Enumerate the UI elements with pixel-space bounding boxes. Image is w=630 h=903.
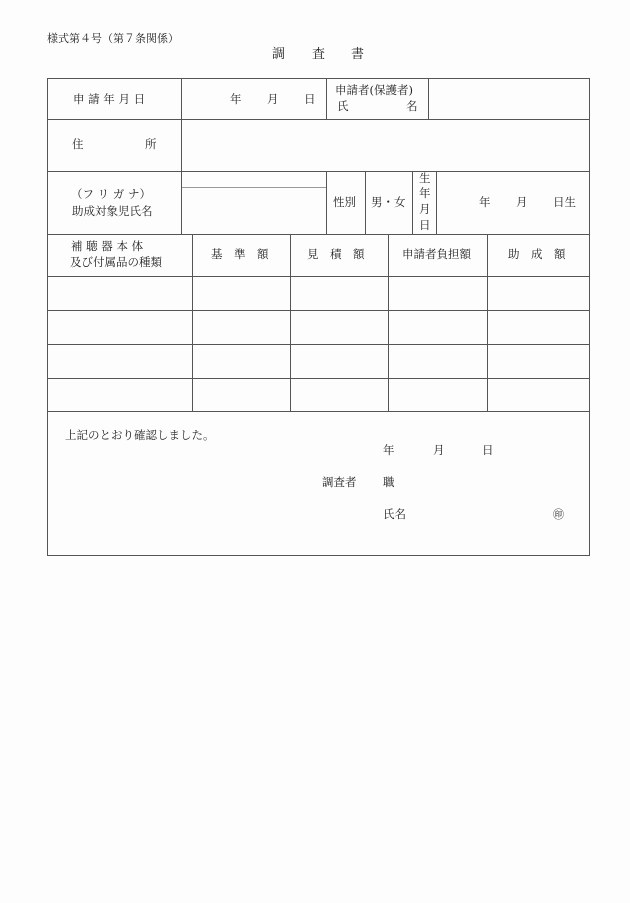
- item-row-2-subsidy[interactable]: [488, 311, 589, 344]
- investigator-name-label: 氏名: [383, 507, 406, 521]
- confirmation-month: 月: [433, 443, 445, 457]
- applicant-name-field[interactable]: [429, 79, 589, 119]
- birth-day: 日生: [553, 195, 576, 209]
- application-date-label: 申 請 年 月 日: [73, 92, 146, 106]
- sex-label: 性別: [333, 195, 356, 209]
- item-row-1-subsidy[interactable]: [488, 277, 589, 310]
- birth-month: 月: [516, 195, 528, 209]
- application-date-day: 日: [304, 92, 316, 106]
- seal-icon: ㊞: [553, 508, 564, 521]
- investigator-label: 調査者: [322, 475, 357, 489]
- divider: [326, 171, 327, 234]
- application-date-year: 年: [230, 92, 242, 106]
- item-row-3-estimate[interactable]: [291, 345, 388, 378]
- item-row-2-standard[interactable]: [193, 311, 290, 344]
- item-row-2-type[interactable]: [48, 311, 192, 344]
- confirmation-statement: 上記のとおり確認しました。: [65, 428, 215, 442]
- confirmation-day: 日: [482, 443, 494, 457]
- child-name-field[interactable]: [182, 188, 325, 234]
- item-row-4-subsidy[interactable]: [488, 379, 589, 411]
- birth-year: 年: [479, 195, 491, 209]
- item-row-1-burden[interactable]: [389, 277, 487, 310]
- item-row-3-burden[interactable]: [389, 345, 487, 378]
- investigator-name-field[interactable]: [410, 504, 550, 524]
- item-row-3-type[interactable]: [48, 345, 192, 378]
- address-field[interactable]: [182, 120, 589, 171]
- item-row-1-standard[interactable]: [193, 277, 290, 310]
- position-label: 職: [383, 475, 395, 489]
- item-row-2-estimate[interactable]: [291, 311, 388, 344]
- applicant-label: 申請者(保護者): [335, 83, 413, 97]
- item-row-1-type[interactable]: [48, 277, 192, 310]
- standard-amount-header: 基 準 額: [211, 247, 269, 261]
- estimate-amount-header: 見 積 額: [307, 247, 365, 261]
- divider: [326, 78, 327, 119]
- confirmation-year: 年: [383, 443, 395, 457]
- child-name-label: 助成対象児氏名: [72, 204, 153, 218]
- sex-options[interactable]: 男・女: [371, 195, 406, 209]
- birthdate-label-2: 年: [419, 186, 431, 200]
- divider: [412, 171, 413, 234]
- divider: [47, 234, 590, 235]
- applicant-name-label-a: 氏: [337, 99, 349, 113]
- item-row-4-standard[interactable]: [193, 379, 290, 411]
- address-label-b: 所: [145, 137, 157, 151]
- document-title-char-3: 書: [351, 47, 365, 62]
- item-row-2-burden[interactable]: [389, 311, 487, 344]
- divider: [47, 411, 590, 412]
- type-header-line2: 及び付属品の種類: [70, 255, 162, 269]
- applicant-burden-header: 申請者負担額: [402, 247, 471, 261]
- document-title-char-1: 調: [272, 47, 286, 62]
- furigana-field[interactable]: [182, 172, 325, 187]
- item-row-3-standard[interactable]: [193, 345, 290, 378]
- application-date-month: 月: [267, 92, 279, 106]
- item-row-3-subsidy[interactable]: [488, 345, 589, 378]
- item-row-4-estimate[interactable]: [291, 379, 388, 411]
- type-header-line1: 補 聴 器 本 体: [71, 239, 144, 253]
- address-label-a: 住: [72, 137, 84, 151]
- document-title-char-2: 査: [312, 47, 326, 62]
- subsidy-amount-header: 助 成 額: [508, 247, 566, 261]
- birthdate-label-1: 生: [419, 171, 431, 185]
- applicant-name-label-b: 名: [406, 99, 418, 113]
- item-row-4-burden[interactable]: [389, 379, 487, 411]
- birthdate-label-4: 日: [419, 218, 431, 232]
- birthdate-label-3: 月: [419, 202, 431, 216]
- item-row-4-type[interactable]: [48, 379, 192, 411]
- position-field[interactable]: [400, 472, 560, 492]
- divider: [365, 171, 366, 234]
- item-row-1-estimate[interactable]: [291, 277, 388, 310]
- furigana-label: （フ リ ガ ナ）: [71, 187, 151, 201]
- form-number: 様式第４号（第７条関係）: [47, 32, 179, 45]
